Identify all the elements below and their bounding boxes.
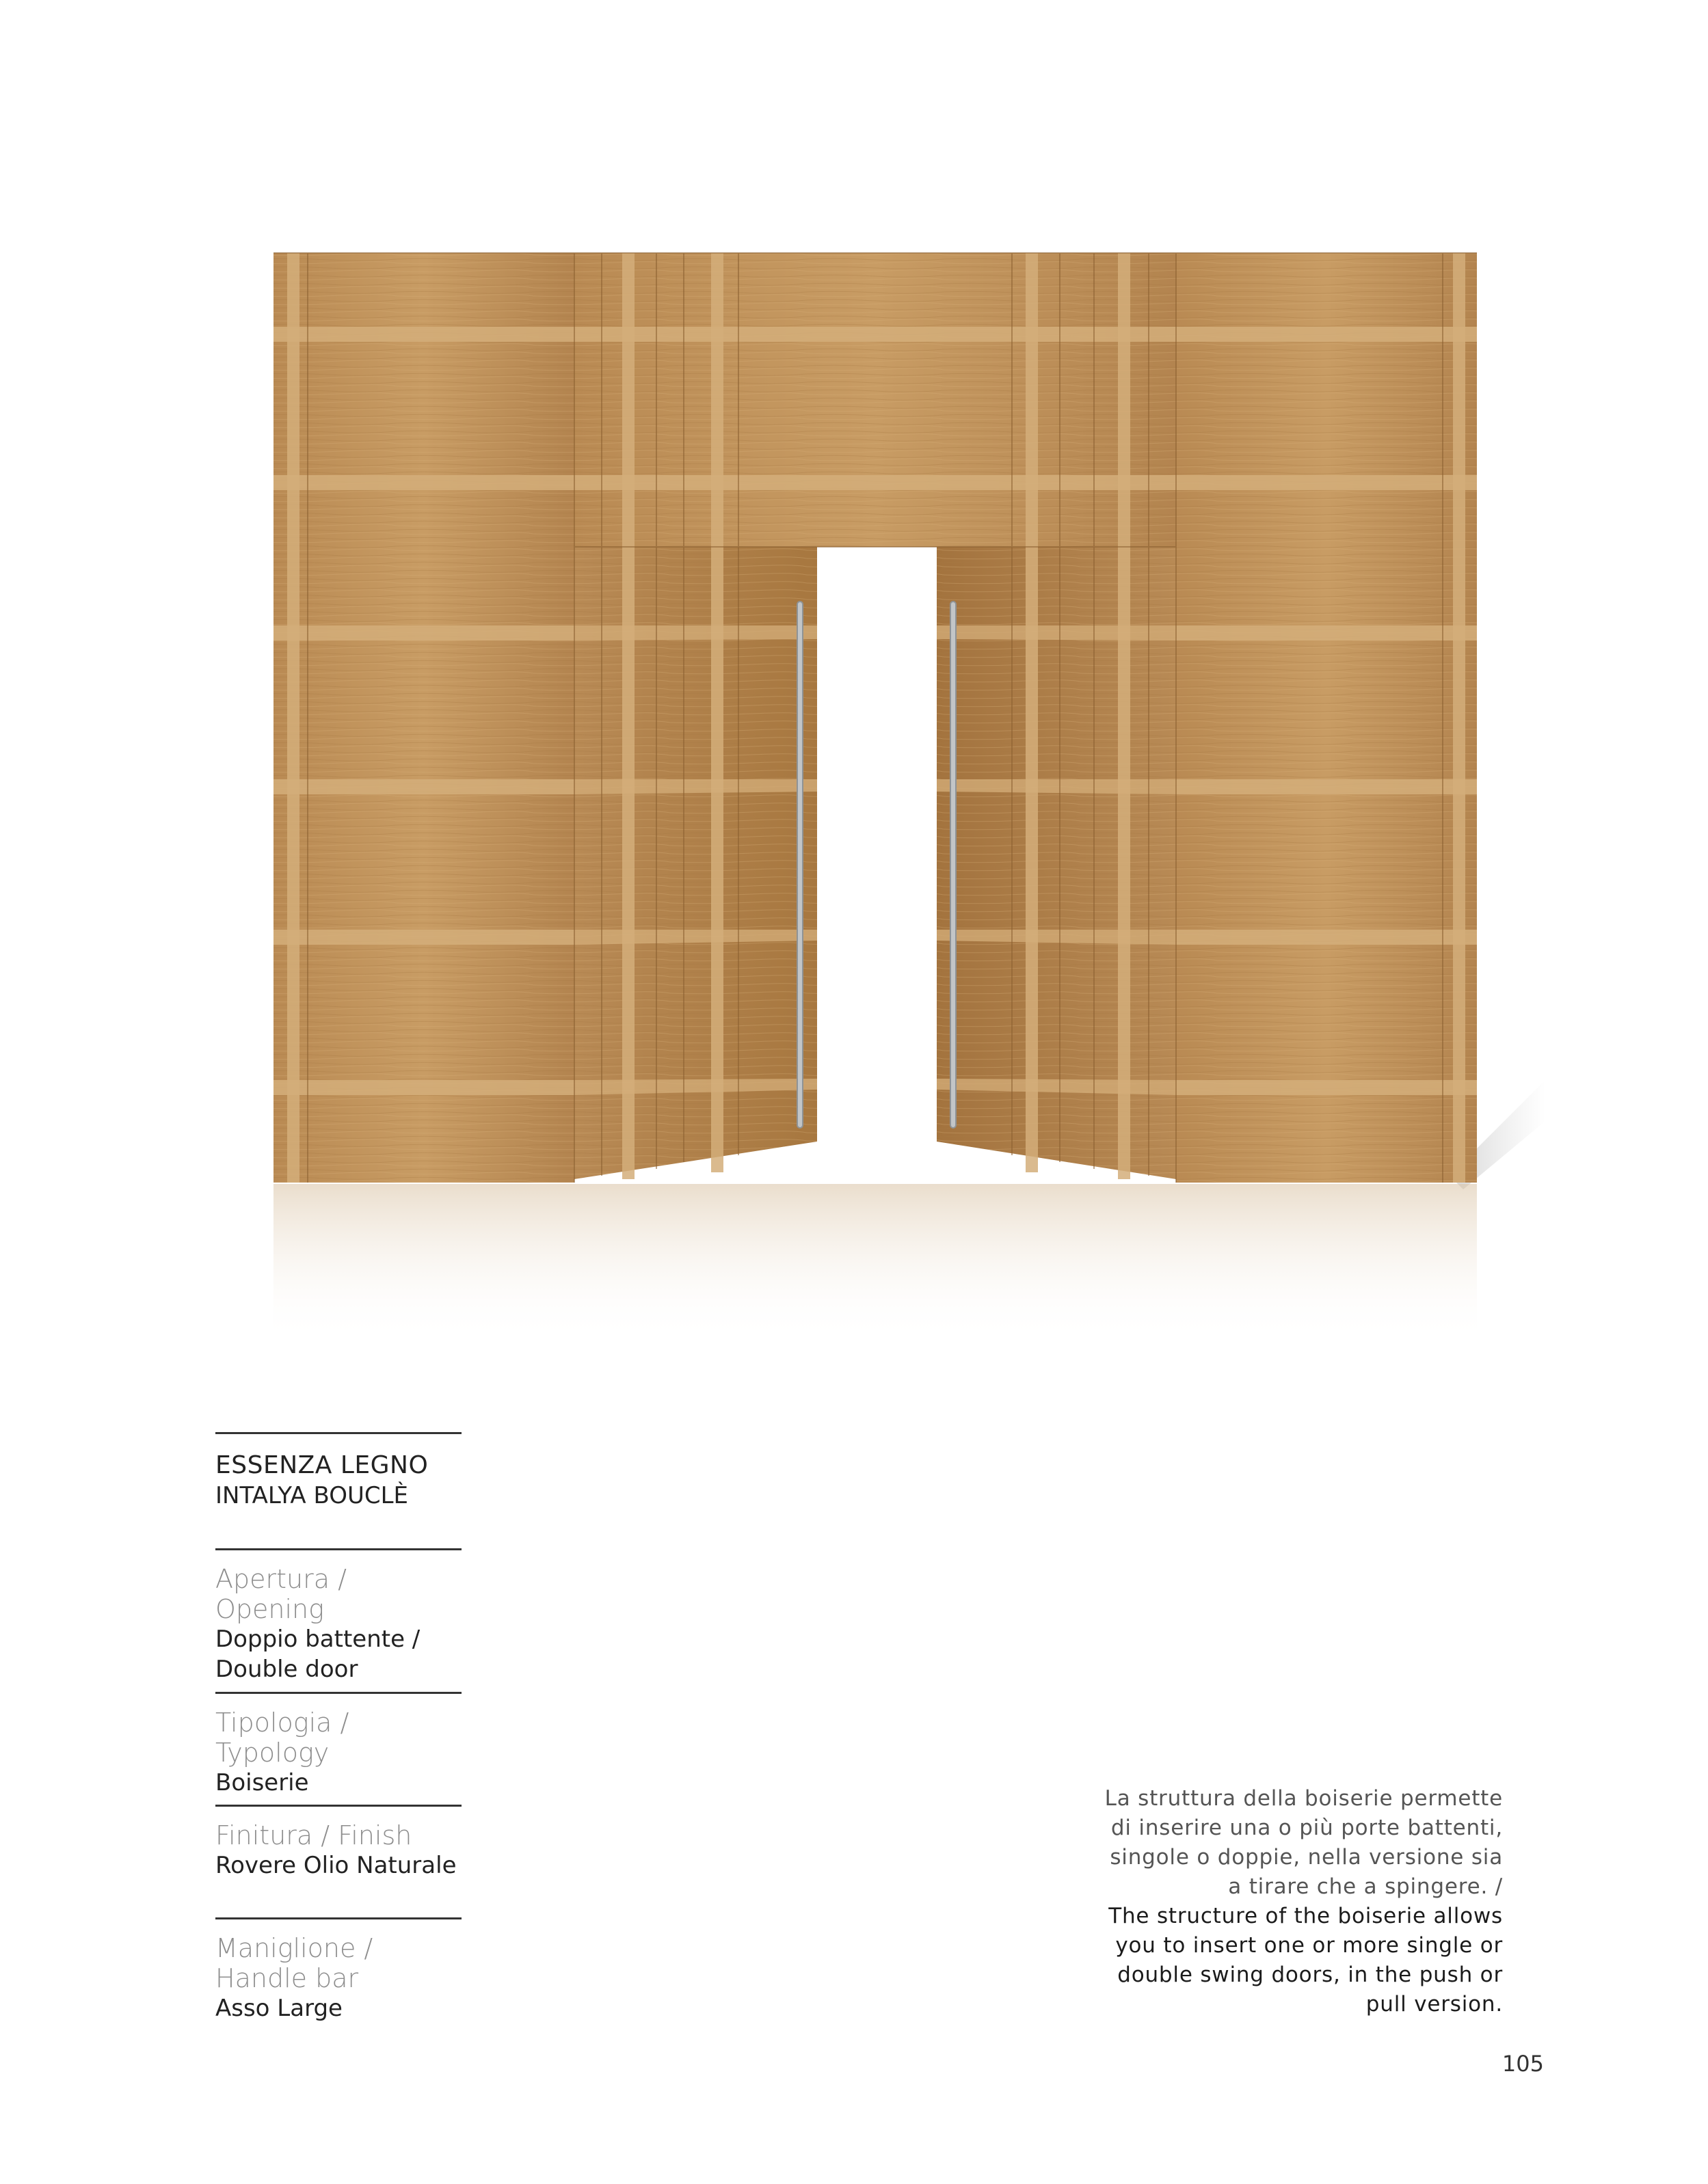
divider	[215, 1805, 462, 1807]
divider	[215, 1692, 462, 1694]
page-number: 105	[1502, 2051, 1544, 2077]
description-english-line: The structure of the boiserie allows	[1108, 1904, 1503, 1928]
divider	[215, 1917, 462, 1919]
spec-typology	[215, 1692, 462, 1798]
description	[983, 1784, 1503, 2019]
description-italian-line: La struttura della boiserie permette	[1104, 1786, 1503, 1811]
divider	[215, 1432, 462, 1434]
spec-essence	[215, 1432, 462, 1511]
spec-value: Boiserie	[215, 1769, 309, 1796]
spec-label: Handle bar	[215, 1963, 359, 1993]
spec-finish	[215, 1805, 462, 1880]
spec-handle	[215, 1917, 462, 2023]
spec-value: Doppio battente /	[215, 1626, 421, 1653]
description-italian-line: singole o doppie, nella versione sia	[1110, 1845, 1503, 1870]
spec-value: Double door	[215, 1656, 358, 1683]
divider	[215, 1548, 462, 1550]
description-english-line: you to insert one or more single or	[1115, 1933, 1503, 1958]
description-italian-line: di inserire una o più porte battenti,	[1110, 1816, 1503, 1840]
essence-heading: ESSENZA LEGNO	[215, 1451, 429, 1479]
essence-name: INTALYA BOUCLÈ	[215, 1482, 409, 1509]
description-italian-line: a tirare che a spingere. /	[1228, 1874, 1503, 1899]
description-english-line: pull version.	[1365, 1992, 1503, 2017]
spec-value: Asso Large	[215, 1995, 343, 2022]
spec-value: Rovere Olio Naturale	[215, 1852, 457, 1879]
boiserie-double-door-image	[260, 232, 1545, 1353]
spec-opening	[215, 1548, 462, 1684]
spec-label: Tipologia / Typology	[215, 1708, 349, 1768]
spec-label: Apertura / Opening	[215, 1564, 347, 1624]
spec-label: Finitura / Finish	[215, 1820, 412, 1850]
spec-label: Maniglione /	[215, 1933, 373, 1963]
description-english-line: double swing doors, in the push or	[1117, 1963, 1503, 1987]
